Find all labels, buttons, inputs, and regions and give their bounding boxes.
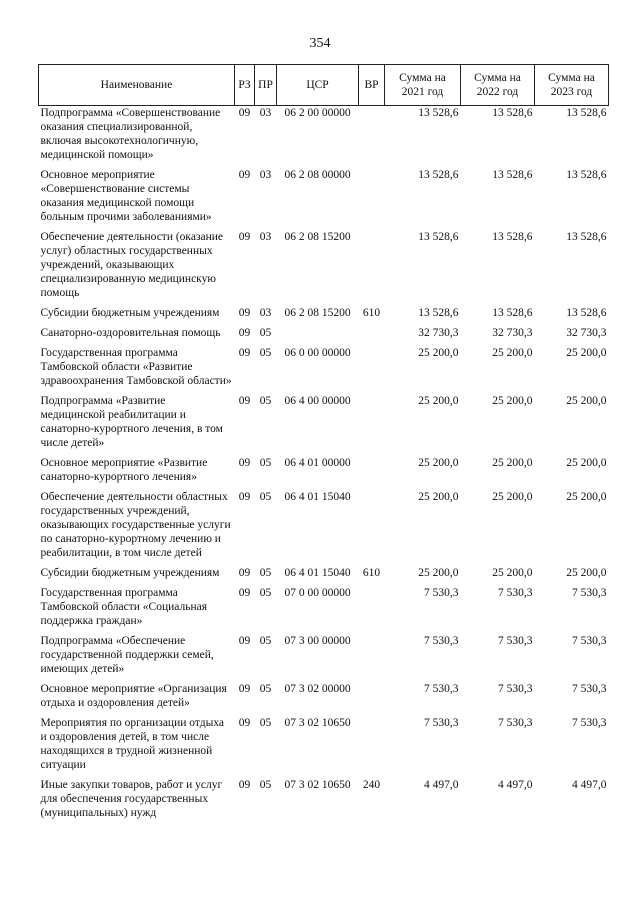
header-sum-2023: Сумма на 2023 год [535, 65, 609, 106]
row-rz: 09 [238, 491, 251, 503]
row-sum-2022: 13 528,6 [492, 231, 533, 243]
row-pr: 05 [259, 587, 272, 599]
row-csr: 06 2 08 15200 [284, 231, 351, 243]
table-row [39, 682, 609, 716]
row-rz: 09 [238, 567, 251, 579]
row-name: Субсидии бюджетным учреждениям [40, 567, 220, 579]
row-sum-2022: 13 528,6 [492, 307, 533, 319]
row-sum-2021: 25 200,0 [418, 491, 459, 503]
row-pr: 05 [259, 683, 272, 695]
row-sum-2023: 25 200,0 [566, 567, 607, 579]
row-rz: 09 [238, 347, 251, 359]
row-name: Государственная программа Тамбовской области «Развитие здравоохранения Тамбовской области» [40, 347, 232, 387]
row-sum-2023: 7 530,3 [572, 683, 607, 695]
row-sum-2023: 25 200,0 [566, 347, 607, 359]
row-rz: 09 [238, 327, 251, 339]
row-sum-2022: 7 530,3 [498, 683, 533, 695]
row-csr: 06 0 00 00000 [284, 347, 351, 359]
table-body [39, 106, 609, 827]
row-name: Основное мероприятие «Организация отдыха и оздоровления детей» [40, 683, 227, 709]
row-vr [359, 456, 385, 490]
row-vr: 610 [362, 567, 381, 579]
table-row [39, 634, 609, 682]
row-sum-2021: 13 528,6 [418, 231, 459, 243]
row-rz: 09 [238, 107, 251, 119]
row-rz: 09 [238, 307, 251, 319]
row-pr: 05 [259, 395, 272, 407]
row-sum-2022: 7 530,3 [498, 587, 533, 599]
row-vr [359, 716, 385, 778]
header-pr: ПР [255, 65, 277, 106]
row-sum-2022: 25 200,0 [492, 457, 533, 469]
row-pr: 05 [259, 327, 272, 339]
row-sum-2023: 13 528,6 [566, 169, 607, 181]
row-name: Основное мероприятие «Развитие санаторно-курортного лечения» [40, 457, 208, 483]
row-vr: 610 [362, 307, 381, 319]
row-sum-2022: 25 200,0 [492, 347, 533, 359]
row-sum-2023: 7 530,3 [572, 587, 607, 599]
row-rz: 09 [238, 587, 251, 599]
row-sum-2021: 4 497,0 [424, 779, 459, 791]
row-sum-2023: 13 528,6 [566, 231, 607, 243]
row-name: Подпрограмма «Обеспечение государственной поддержки семей, имеющих детей» [40, 635, 214, 675]
row-sum-2022: 7 530,3 [498, 717, 533, 729]
row-pr: 03 [259, 231, 272, 243]
row-sum-2023: 25 200,0 [566, 395, 607, 407]
row-vr [359, 490, 385, 566]
row-sum-2023: 25 200,0 [566, 491, 607, 503]
row-name: Обеспечение деятельности (оказание услуг) областных государственных учреждений, оказывающих специализированную медицинскую помощь [40, 231, 224, 299]
table-row [39, 306, 609, 326]
row-csr: 07 0 00 00000 [284, 587, 351, 599]
row-vr [359, 586, 385, 634]
row-name: Государственная программа Тамбовской области «Социальная поддержка граждан» [40, 587, 208, 627]
row-sum-2023: 25 200,0 [566, 457, 607, 469]
table-row [39, 778, 609, 826]
row-vr [359, 394, 385, 456]
table-row [39, 168, 609, 230]
row-pr: 05 [259, 567, 272, 579]
row-sum-2021: 7 530,3 [424, 635, 459, 647]
row-csr: 06 4 00 00000 [284, 395, 351, 407]
row-name: Основное мероприятие «Совершенствование системы оказания медицинской помощи больным прочими заболеваниями» [40, 169, 212, 223]
row-rz: 09 [238, 395, 251, 407]
row-sum-2022: 13 528,6 [492, 107, 533, 119]
row-vr [359, 326, 385, 346]
row-rz: 09 [238, 717, 251, 729]
row-vr [359, 634, 385, 682]
row-sum-2021: 13 528,6 [418, 307, 459, 319]
table-row [39, 586, 609, 634]
row-sum-2021: 13 528,6 [418, 169, 459, 181]
row-rz: 09 [238, 169, 251, 181]
row-vr [359, 230, 385, 306]
table-row [39, 394, 609, 456]
row-csr: 06 4 01 00000 [284, 457, 351, 469]
table-row [39, 106, 609, 169]
row-rz: 09 [238, 457, 251, 469]
header-vr: ВР [359, 65, 385, 106]
row-sum-2021: 25 200,0 [418, 395, 459, 407]
header-sum-2022: Сумма на 2022 год [461, 65, 535, 106]
row-csr: 06 2 08 00000 [284, 169, 351, 181]
row-sum-2021: 25 200,0 [418, 567, 459, 579]
page-number: 354 [309, 36, 331, 51]
row-sum-2023: 13 528,6 [566, 107, 607, 119]
row-name: Обеспечение деятельности областных государственных учреждений, оказывающих государственные услуги по санаторно-курортному лечению и реабилитации, в том числе детей [40, 491, 231, 559]
row-rz: 09 [238, 231, 251, 243]
row-pr: 05 [259, 717, 272, 729]
table-row [39, 326, 609, 346]
row-name: Санаторно-оздоровительная помощь [40, 327, 221, 339]
table-row [39, 346, 609, 394]
row-sum-2022: 25 200,0 [492, 491, 533, 503]
row-pr: 05 [259, 779, 272, 791]
header-name: Наименование [39, 65, 235, 106]
row-sum-2022: 4 497,0 [498, 779, 533, 791]
row-sum-2022: 25 200,0 [492, 395, 533, 407]
row-sum-2023: 4 497,0 [572, 779, 607, 791]
row-vr [359, 682, 385, 716]
row-sum-2021: 25 200,0 [418, 347, 459, 359]
row-name: Подпрограмма «Совершенствование оказания специализированной, включая высокотехнологичную, медицинской помощи» [40, 107, 221, 161]
row-pr: 03 [259, 169, 272, 181]
row-sum-2022: 32 730,3 [492, 327, 533, 339]
row-vr [359, 168, 385, 230]
row-pr: 05 [259, 491, 272, 503]
table-header [39, 65, 609, 106]
row-csr [277, 326, 359, 346]
row-pr: 03 [259, 307, 272, 319]
header-rz: РЗ [235, 65, 255, 106]
row-sum-2023: 7 530,3 [572, 717, 607, 729]
row-vr: 240 [362, 779, 381, 791]
row-csr: 06 2 08 15200 [284, 307, 351, 319]
row-sum-2022: 7 530,3 [498, 635, 533, 647]
row-pr: 05 [259, 635, 272, 647]
row-name: Мероприятия по организации отдыха и оздоровления детей, в том числе находящихся в трудной жизненной ситуации [40, 717, 225, 771]
row-name: Иные закупки товаров, работ и услуг для обеспечения государственных (муниципальных) нужд [40, 779, 223, 819]
table-row [39, 230, 609, 306]
row-sum-2023: 13 528,6 [566, 307, 607, 319]
row-vr [359, 106, 385, 169]
row-csr: 07 3 02 10650 [284, 779, 351, 791]
row-csr: 07 3 02 00000 [284, 683, 351, 695]
row-sum-2023: 32 730,3 [566, 327, 607, 339]
row-name: Подпрограмма «Развитие медицинской реабилитации и санаторно-курортного лечения, в том числе детей» [40, 395, 223, 449]
header-csr: ЦСР [277, 65, 359, 106]
row-sum-2021: 32 730,3 [418, 327, 459, 339]
header-sum-2021: Сумма на 2021 год [385, 65, 461, 106]
row-pr: 05 [259, 457, 272, 469]
row-pr: 03 [259, 107, 272, 119]
budget-table [38, 64, 609, 826]
row-pr: 05 [259, 347, 272, 359]
table-row [39, 456, 609, 490]
row-sum-2021: 7 530,3 [424, 683, 459, 695]
table-row [39, 716, 609, 778]
table-row [39, 566, 609, 586]
row-sum-2023: 7 530,3 [572, 635, 607, 647]
row-sum-2021: 25 200,0 [418, 457, 459, 469]
row-csr: 06 4 01 15040 [284, 491, 351, 503]
row-vr [359, 346, 385, 394]
row-csr: 06 4 01 15040 [284, 567, 351, 579]
row-rz: 09 [238, 779, 251, 791]
row-csr: 07 3 00 00000 [284, 635, 351, 647]
row-sum-2021: 7 530,3 [424, 717, 459, 729]
row-sum-2021: 7 530,3 [424, 587, 459, 599]
row-csr: 07 3 02 10650 [284, 717, 351, 729]
row-sum-2022: 25 200,0 [492, 567, 533, 579]
row-sum-2021: 13 528,6 [418, 107, 459, 119]
row-sum-2022: 13 528,6 [492, 169, 533, 181]
row-csr: 06 2 00 00000 [284, 107, 351, 119]
row-name: Субсидии бюджетным учреждениям [40, 307, 220, 319]
row-rz: 09 [238, 635, 251, 647]
row-rz: 09 [238, 683, 251, 695]
table-row [39, 490, 609, 566]
